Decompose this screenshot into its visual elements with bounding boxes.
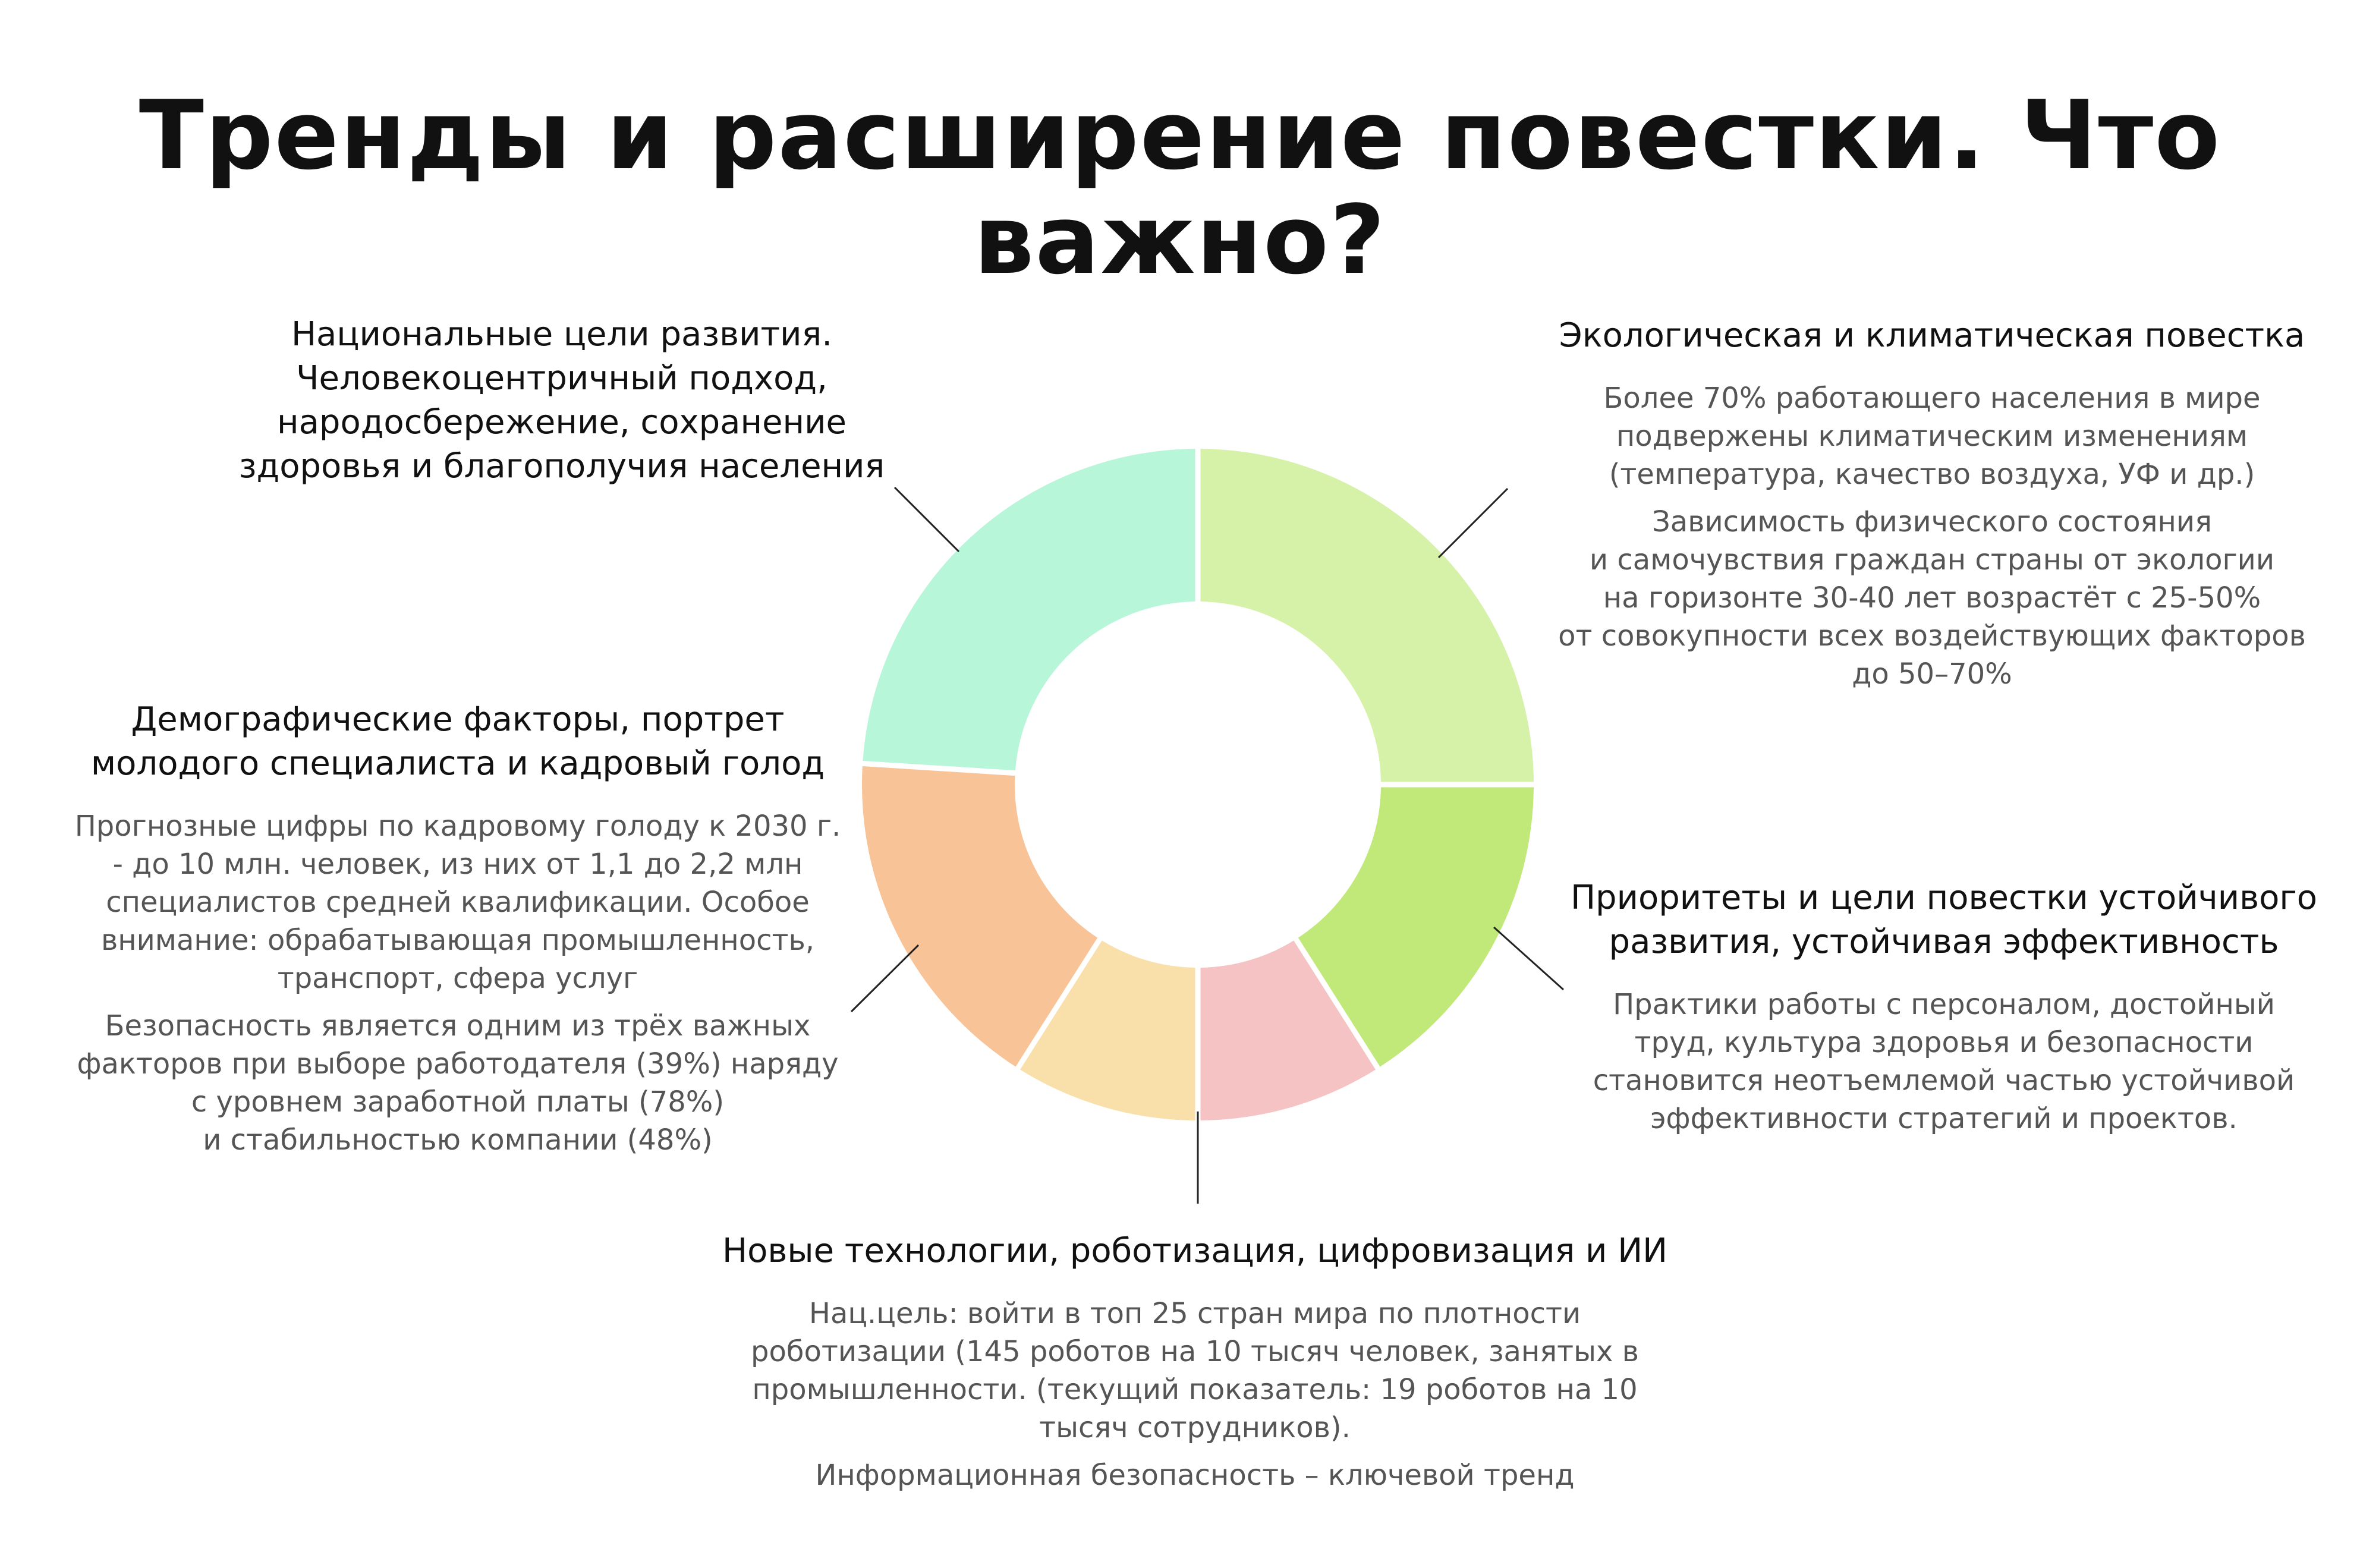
donut-segments [862,449,1534,1120]
page-title: Тренды и расширение повестки. Что важно? [139,80,2221,295]
ecology-text-1: Более 70% работающего населения в мире подвержены климатическим изменениям (температура, качество воздуха, УФ и др.) [1603,382,2261,491]
demography-text-1: Прогнозные цифры по кадровому голоду к 2030 г. - до 10 млн. человек, из них от 1,1 до 2,2 млн специалистов средней квалификации. Особое внимание: обрабатывающая промышленность, транспорт, сфера услуг [74,810,841,995]
technology-block [666,1229,1724,1494]
ecology-heading: Экологическая и климатическая повестка [1559,316,2305,355]
ecology-text-2: Зависимость физического состояния и самочувствия граждан страны от экологии на горизонте 30-40 лет возрастёт с 25-50% от совокупности всех воздействующих факторов до 50–70% [1558,505,2306,691]
technology-heading: Новые технологии, роботизация, цифровизация и ИИ [722,1232,1667,1270]
demography-block [36,698,880,1159]
technology-text-2: Информационная безопасность – ключевой тренд [815,1459,1575,1492]
sustainability-block [1540,876,2348,1138]
donut-segment-national [863,449,1195,770]
technology-text-1: Нац.цель: войти в топ 25 стран мира по плотности роботизации (145 роботов на 10 тысяч человек, занятых в промышленности. (текущий показатель: 19 роботов на 10 тысяч сотрудников). [751,1297,1639,1444]
leader-line-national [895,487,959,552]
demography-heading: Демографические факторы, портрет молодого специалиста и кадровый голод [90,700,825,783]
donut-segment-ecology [1200,449,1533,782]
national-goals-block [178,313,945,489]
ecology-block [1534,314,2330,693]
national-goals-heading: Национальные цели развития. Человекоцентричный подход, народосбережение, сохранение здоровья и благополучия населения [238,315,885,486]
sustainability-text-1: Практики работы с персоналом, достойный труд, культура здоровья и безопасности становится неотъемлемой частью устойчивой эффективности стратегий и проектов. [1593,988,2295,1135]
leader-line-ecology [1439,489,1508,558]
demography-text-2: Безопасность является одним из трёх важных факторов при выборе работодателя (39%) наряду с уровнем заработной платы (78%) и стабильностью компании (48%) [77,1009,839,1157]
sustainability-heading: Приоритеты и цели повестки устойчивого развития, устойчивая эффективность [1570,879,2318,961]
